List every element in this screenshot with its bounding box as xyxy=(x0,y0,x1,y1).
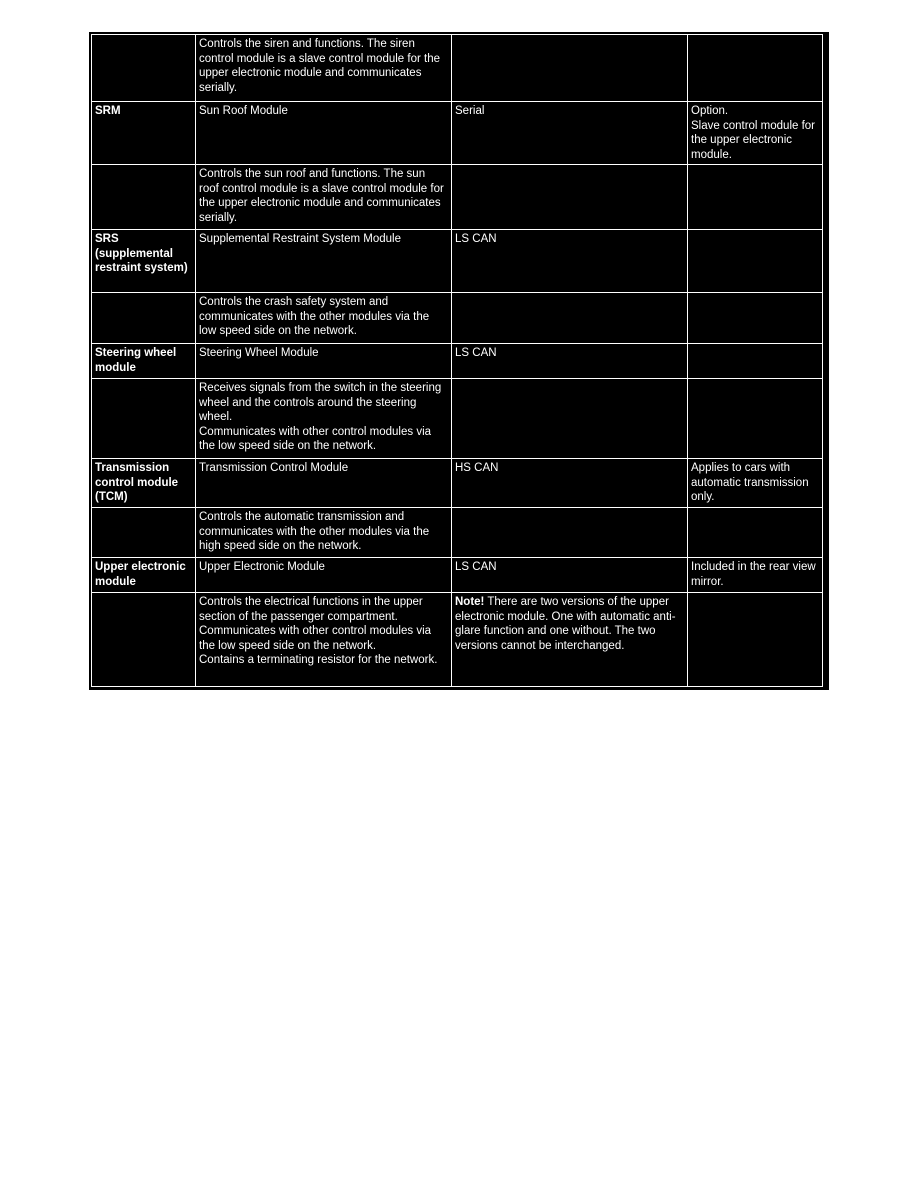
network-cell: HS CAN xyxy=(452,459,688,508)
module-name-cell: SRM xyxy=(92,102,196,165)
module-name-cell xyxy=(92,379,196,459)
module-description-cell: Controls the sun roof and functions. The sun roof control module is a slave control module for the upper electronic module and communicates serially. xyxy=(196,165,452,230)
module-description-cell: Steering Wheel Module xyxy=(196,344,452,379)
module-description-cell: Transmission Control Module xyxy=(196,459,452,508)
comment-cell xyxy=(688,35,823,102)
table-row xyxy=(92,102,823,165)
module-description-cell: Controls the crash safety system and communicates with the other modules via the low speed side on the network. xyxy=(196,293,452,344)
comment-cell xyxy=(688,293,823,344)
comment-cell xyxy=(688,508,823,558)
table-row xyxy=(92,593,823,687)
table-row xyxy=(92,558,823,593)
module-name-cell xyxy=(92,293,196,344)
module-name-cell xyxy=(92,35,196,102)
comment-cell: Option. Slave control module for the upper electronic module. xyxy=(688,102,823,165)
module-description-cell: Upper Electronic Module xyxy=(196,558,452,593)
module-table-frame xyxy=(89,32,829,690)
comment-cell xyxy=(688,165,823,230)
network-cell: LS CAN xyxy=(452,344,688,379)
table-row xyxy=(92,293,823,344)
note-label: Note! xyxy=(455,596,485,608)
comment-cell: Included in the rear view mirror. xyxy=(688,558,823,593)
module-name-cell xyxy=(92,593,196,687)
table-row xyxy=(92,344,823,379)
table-row xyxy=(92,379,823,459)
network-cell xyxy=(452,379,688,459)
comment-cell xyxy=(688,379,823,459)
module-description-cell: Controls the electrical functions in the upper section of the passenger compartment. Communicates with other control modules via the low speed side on the network. Contains a terminating resistor for the network. xyxy=(196,593,452,687)
module-name-cell xyxy=(92,508,196,558)
module-table xyxy=(91,34,823,687)
note-text: There are two versions of the upper electronic module. One with automatic anti-glare function and one without. The two versions cannot be interchanged. xyxy=(455,596,676,652)
table-row xyxy=(92,459,823,508)
table-row xyxy=(92,508,823,558)
network-cell xyxy=(452,293,688,344)
module-description-cell: Sun Roof Module xyxy=(196,102,452,165)
module-description-cell: Receives signals from the switch in the steering wheel and the controls around the steering wheel. Communicates with other control modules via the low speed side on the network. xyxy=(196,379,452,459)
comment-cell xyxy=(688,593,823,687)
module-name-cell xyxy=(92,165,196,230)
network-cell xyxy=(452,35,688,102)
comment-cell xyxy=(688,230,823,293)
table-row xyxy=(92,35,823,102)
module-name-cell: SRS (supplemental restraint system) xyxy=(92,230,196,293)
network-cell xyxy=(452,165,688,230)
module-name-cell: Transmission control module (TCM) xyxy=(92,459,196,508)
network-cell: LS CAN xyxy=(452,558,688,593)
network-cell xyxy=(452,508,688,558)
network-cell: LS CAN xyxy=(452,230,688,293)
table-row xyxy=(92,165,823,230)
module-description-cell: Controls the automatic transmission and communicates with the other modules via the high speed side on the network. xyxy=(196,508,452,558)
module-description-cell: Controls the siren and functions. The siren control module is a slave control module for the upper electronic module and communicates serially. xyxy=(196,35,452,102)
comment-cell: Applies to cars with automatic transmission only. xyxy=(688,459,823,508)
module-description-cell: Supplemental Restraint System Module xyxy=(196,230,452,293)
comment-cell xyxy=(688,344,823,379)
module-name-cell: Upper electronic module xyxy=(92,558,196,593)
table-row xyxy=(92,230,823,293)
note-cell xyxy=(452,593,688,687)
module-name-cell: Steering wheel module xyxy=(92,344,196,379)
network-cell: Serial xyxy=(452,102,688,165)
